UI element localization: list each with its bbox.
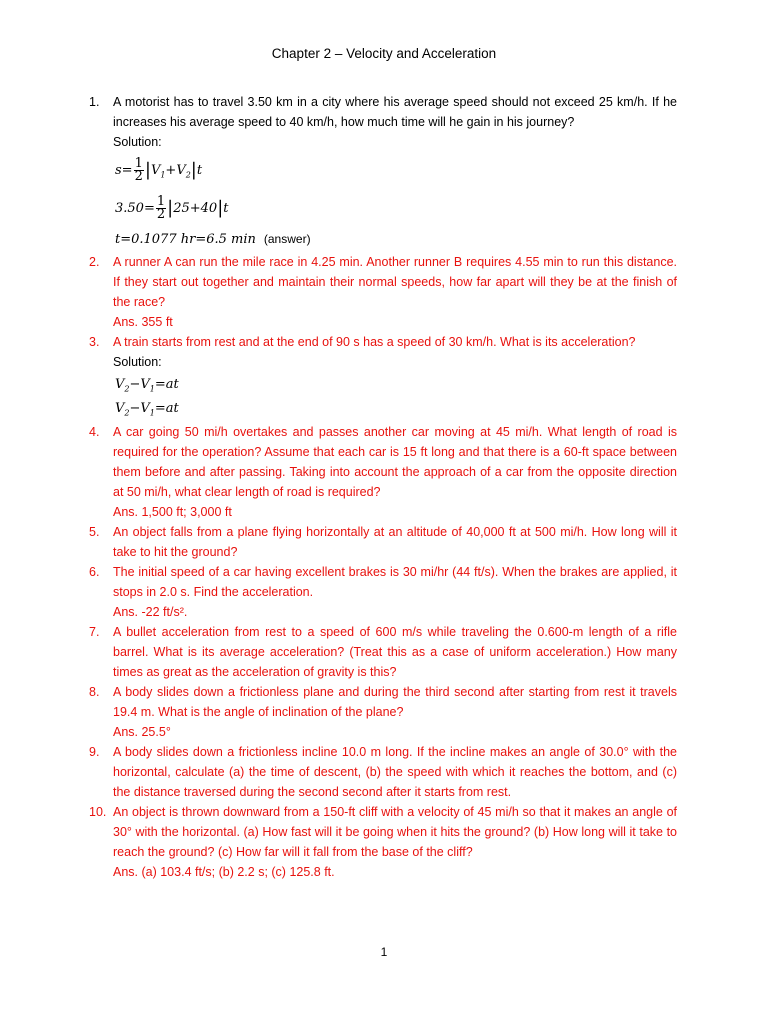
page-title: Chapter 2 – Velocity and Acceleration <box>271 46 497 61</box>
answer-text: Ans. 25.5° <box>113 725 171 739</box>
equation-velocity-2: $V_2-V_1=at$ <box>115 401 179 418</box>
problem-text: A motorist has to travel 3.50 km in a city where his average speed should not exceed 25 km/h. If he increases his average speed to 40 km/h, how much time will he gain in his journey? <box>113 95 677 129</box>
problem-number: 6. <box>89 565 100 579</box>
problem-number: 10. <box>89 805 107 819</box>
equation-3 <box>113 228 677 250</box>
problem-list <box>89 92 677 882</box>
problem-text: A body slides down a frictionless plane and during the third second after starting from rest it travels 19.4 m. What is the angle of inclination of the plane? <box>113 685 677 719</box>
problem-1 <box>89 92 677 250</box>
problem-7 <box>89 622 677 682</box>
problem-number: 9. <box>89 745 100 759</box>
problem-number: 2. <box>89 255 100 269</box>
problem-number: 5. <box>89 525 100 539</box>
problem-10 <box>89 802 677 882</box>
answer-text: Ans. -22 ft/s². <box>113 605 188 619</box>
problem-3 <box>89 332 677 420</box>
solution-label: Solution: <box>113 355 162 369</box>
problem-text: A car going 50 mi/h overtakes and passes another car moving at 45 mi/h. What length of road is required for the operation? Assume that each car is 15 ft long and that there is a 60-ft space between them before and after passing. Taking into account the approach of a car from the opposite direction at 50 mi/h, what clear length of road is required? <box>113 425 677 499</box>
answer-text: Ans. 355 ft <box>113 315 173 329</box>
equation-1: s= $\frac{1}{2}$ $|V_1+V_2|t$ <box>115 156 203 184</box>
problem-6 <box>89 562 677 622</box>
equation-velocity-1: $V_2-V_1=at$ <box>115 377 179 394</box>
solution-label: Solution: <box>113 135 162 149</box>
page-number: 1 <box>380 945 388 959</box>
equation-2: 3.50= $\frac{1}{2}$ |25+40|t <box>115 194 229 222</box>
problem-text: A body slides down a frictionless incline 10.0 m long. If the incline makes an angle of 30.0° with the horizontal, calculate (a) the time of descent, (b) the speed with which it reaches the bottom, and (c) the distance traversed during the second second after it starts from rest. <box>113 745 677 799</box>
problem-5 <box>89 522 677 562</box>
problem-text: A bullet acceleration from rest to a speed of 600 m/s while traveling the 0.600-m length of a rifle barrel. What is its average acceleration? (Treat this as a case of uniform acceleration.) How many times as great as the acceleration of gravity is this? <box>113 625 677 679</box>
problem-8 <box>89 682 677 742</box>
problem-number: 4. <box>89 425 100 439</box>
problem-text: A train starts from rest and at the end of 90 s has a speed of 30 km/h. What is its acceleration? <box>113 335 636 349</box>
problem-text: A runner A can run the mile race in 4.25 min. Another runner B requires 4.55 min to run this distance. If they start out together and maintain their normal speeds, how far apart will they be at the finish of the race? <box>113 255 677 309</box>
problem-number: 1. <box>89 95 100 109</box>
problem-text: An object is thrown downward from a 150-ft cliff with a velocity of 45 mi/h so that it makes an angle of 30° with the horizontal. (a) How fast will it be going when it hits the ground? (b) How long will it take to reach the ground? (c) How far will it fall from the base of the cliff? <box>113 805 677 859</box>
problem-4 <box>89 422 677 522</box>
answer-tag: (answer) <box>263 232 311 246</box>
problem-number: 3. <box>89 335 100 349</box>
problem-9 <box>89 742 677 802</box>
problem-number: 7. <box>89 625 100 639</box>
problem-2 <box>89 252 677 332</box>
answer-text: Ans. (a) 103.4 ft/s; (b) 2.2 s; (c) 125.8 ft. <box>113 865 335 879</box>
equation-3-value: t=0.1077 hr=6.5 min <box>115 232 256 247</box>
problem-text: An object falls from a plane flying horizontally at an altitude of 40,000 ft at 500 mi/h. How long will it take to hit the ground? <box>113 525 677 559</box>
problem-number: 8. <box>89 685 100 699</box>
problem-text: The initial speed of a car having excellent brakes is 30 mi/hr (44 ft/s). When the brakes are applied, it stops in 2.0 s. Find the acceleration. <box>113 565 677 599</box>
answer-text: Ans. 1,500 ft; 3,000 ft <box>113 505 232 519</box>
